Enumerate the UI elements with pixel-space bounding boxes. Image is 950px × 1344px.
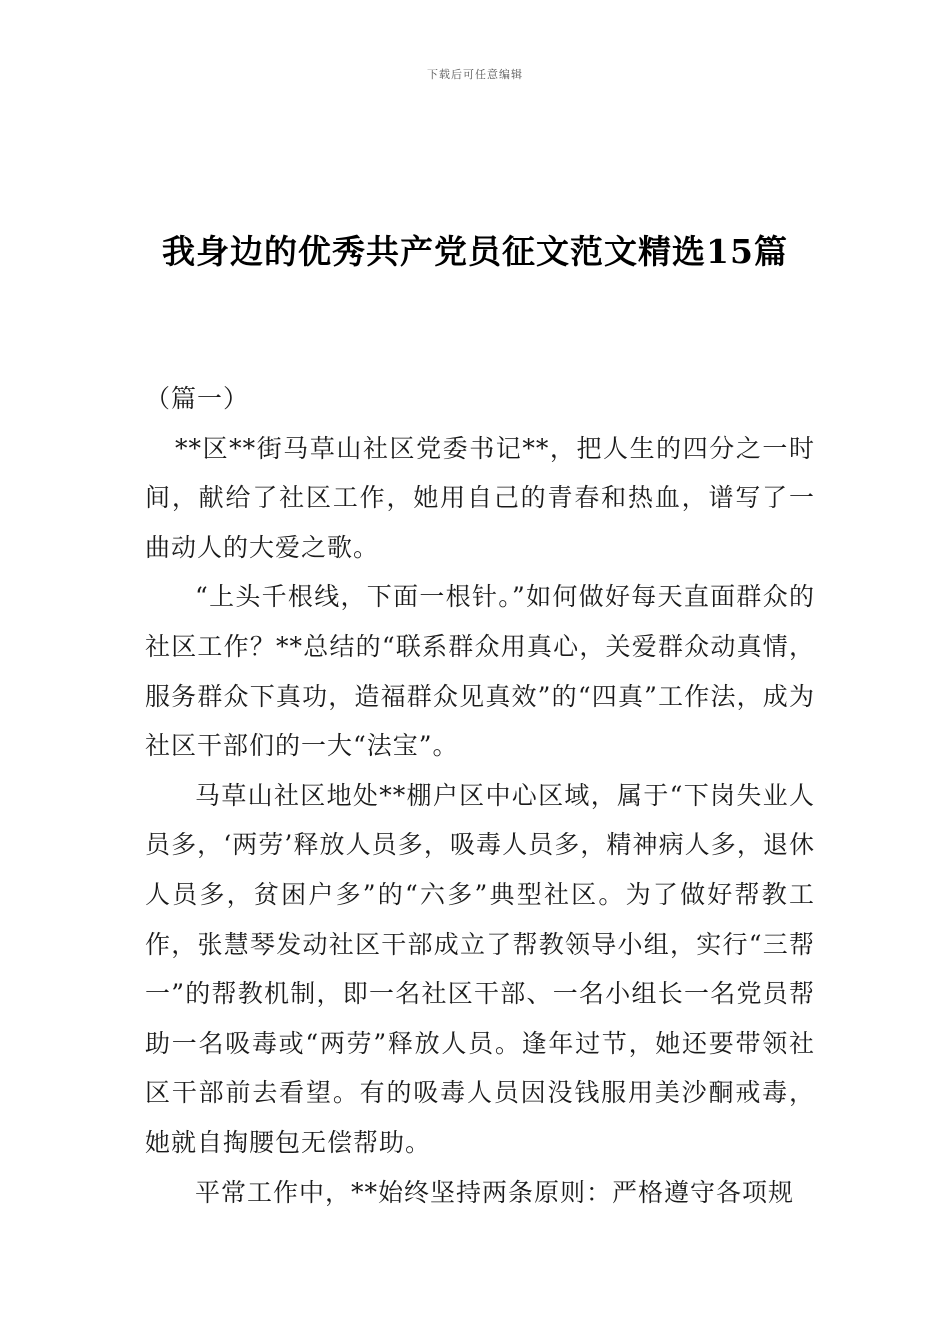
paragraph: 平常工作中，**始终坚持两条原则：严格遵守各项规 [195,1177,795,1207]
document-title: 我身边的优秀共产党员征文范文精选15篇 [162,232,788,271]
paragraph: “上头千根线，下面一根针。”如何做好每天直面群众的社区工作？**总结的“联系群众用真心，关爱群众动真情，服务群众下真功，造福群众见真效”的“四真”工作法，成为社区干部们的一大“法宝”。 [145,582,815,761]
header-note: 下载后可任意编辑 [427,68,523,81]
section-label: （篇一） [145,384,250,413]
document-body [145,374,815,1217]
paragraph: **区**街马草山社区党委书记**，把人生的四分之一时间，献给了社区工作，她用自己的青春和热血，谱写了一曲动人的大爱之歌。 [145,433,815,562]
paragraph: 马草山社区地处**棚户区中心区域，属于“下岗失业人员多，‘两劳’释放人员多，吸毒人员多，精神病人多，退休人员多，贫困户多”的“六多”典型社区。为了做好帮教工作，张慧琴发动社区干部成立了帮教领导小组，实行“三帮一”的帮教机制，即一名社区干部、一名小组长一名党员帮助一名吸毒或“两劳”释放人员。逢年过节，她还要带领社区干部前去看望。有的吸毒人员因没钱服用美沙酮戒毒，她就自掏腰包无偿帮助。 [145,780,815,1157]
